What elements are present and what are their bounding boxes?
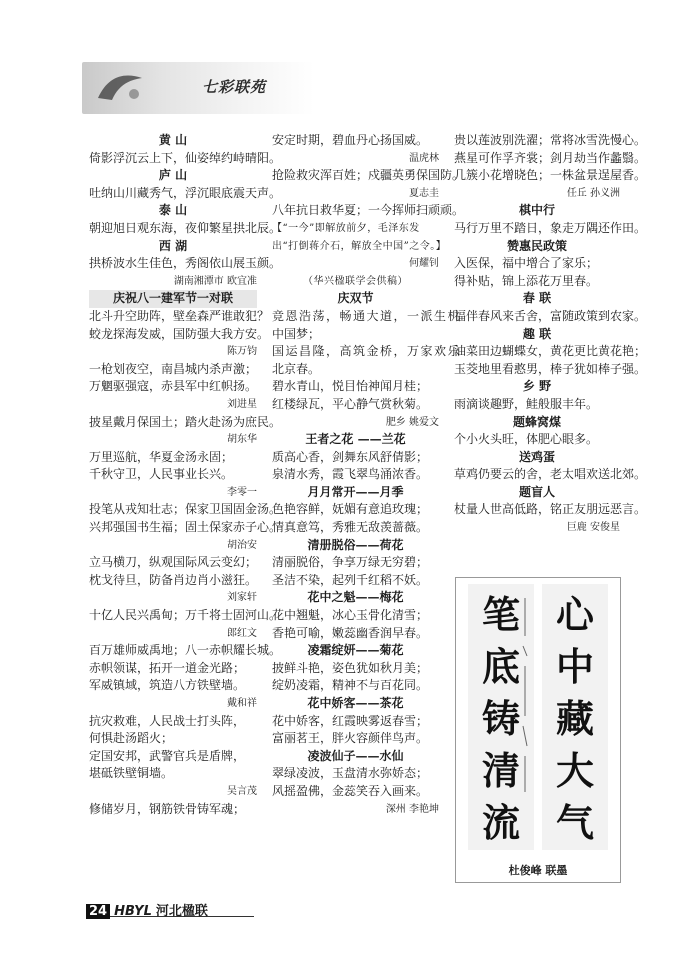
col1-line: 吴言茂 bbox=[227, 785, 257, 797]
col3-line: 题蜂窝煤 bbox=[512, 414, 561, 429]
col2-line: 绽奶凌霜，精神不与百花同。 bbox=[272, 678, 429, 693]
col1-line: 披星戴月保国土；踏火赴汤为庶民。 bbox=[89, 414, 282, 429]
col1-line: 朝迎旭日观东海，夜仰繁星拱北辰。 bbox=[89, 220, 282, 235]
col1-line: 千秋守卫，人民事业长兴。 bbox=[89, 467, 234, 482]
column-right bbox=[454, 132, 647, 537]
calligraphy-artwork bbox=[455, 577, 621, 883]
col3-line: 雨滴谈趣野，鲑般服丰年。 bbox=[454, 396, 599, 411]
col2-line: 圣洁不染，起列千红稻不妖。 bbox=[272, 572, 429, 587]
col2-line: 抢险救灾浑百姓；戍疆英勇保国防。 bbox=[272, 168, 465, 183]
col2-line: 肥乡 姚爱文 bbox=[385, 416, 439, 428]
col2-line: 凌霜绽妍——菊花 bbox=[307, 643, 404, 658]
col2-line: 八年抗日救华夏；一今挥师扫顽顽。 bbox=[272, 203, 465, 218]
col2-line: 深州 李艳坤 bbox=[385, 803, 439, 815]
col2-line: 红楼绿瓦，平心静气赏秋菊。 bbox=[272, 396, 429, 411]
calligraphy-char: 藏 bbox=[555, 696, 594, 741]
col1-line: 军威镇域，筑造八方铁壁墙。 bbox=[89, 678, 246, 693]
ink-brush-ornament bbox=[94, 68, 146, 108]
col2-line: 香艳可喻，嫩蕊幽香润早春。 bbox=[272, 625, 429, 640]
col2-line: 情真意笃，秀雅无敌羡蔷薇。 bbox=[272, 520, 429, 535]
col1-line: 北斗升空助阵，壁垒森严谁敢犯？ bbox=[89, 308, 270, 323]
col1-line: 李零一 bbox=[227, 486, 257, 498]
col2-line: 中国梦； bbox=[272, 326, 321, 341]
col1-line: 抗灾救难，人民战士打头阵， bbox=[89, 713, 246, 728]
col1-line: 刘进星 bbox=[227, 398, 257, 410]
col1-line: 投笔从戎知壮志；保家卫国固金汤。 bbox=[89, 502, 282, 517]
col2-line: 清册脱俗——荷花 bbox=[307, 537, 404, 552]
col1-line: 刘家轩 bbox=[227, 592, 257, 604]
col1-line: 兴邦强国书生福；固土保家赤子心。 bbox=[89, 520, 282, 535]
col2-line: 清丽脱俗，争享万绿无穷碧； bbox=[272, 555, 429, 570]
calligraphy-char: 笔 bbox=[481, 592, 520, 637]
col3-line: 题盲人 bbox=[518, 484, 555, 499]
col1-line: 陈万钧 bbox=[227, 346, 257, 358]
col3-line: 福伴春风来舌舍，富随政策到农家。 bbox=[454, 308, 647, 323]
col3-line: 乡 野 bbox=[522, 379, 552, 394]
col2-line: 泉清水秀，霞飞翠鸟涌浓香。 bbox=[272, 467, 429, 482]
col3-line: 油菜田边蝴蝶女，黄花更比黄花艳； bbox=[454, 344, 647, 359]
section-title: 七彩联苑 bbox=[202, 78, 267, 96]
col1-line: 枕戈待旦，防备肖边肖小滋狂。 bbox=[89, 572, 258, 587]
calligraphy-char: 底 bbox=[481, 644, 520, 689]
page-number: 24 bbox=[86, 904, 110, 919]
col3-line: 个小火头旺，体肥心眼多。 bbox=[454, 432, 599, 447]
col3-line: 赞惠民政策 bbox=[506, 238, 567, 253]
col3-line: 巨鹿 安俊星 bbox=[566, 522, 620, 534]
col1-line: 赤帜领谋，拓开一道金光路； bbox=[89, 660, 246, 675]
col1-line: 倚影浮沉云上下，仙姿绰约峙晴阳。 bbox=[89, 150, 282, 165]
col2-line: 富丽茗王，胖火容颜伴鸟声。 bbox=[272, 731, 429, 746]
calligraphy-char: 心 bbox=[555, 592, 594, 637]
calligraphy-char: 中 bbox=[555, 644, 594, 689]
col1-line: 胡东华 bbox=[227, 434, 257, 446]
journal-abbrev: HBYL bbox=[114, 904, 152, 919]
col3-line: 送鸡蛋 bbox=[518, 449, 555, 464]
col2-line: 何耀钊 bbox=[409, 258, 439, 270]
col3-line: 棋中行 bbox=[518, 203, 555, 218]
col2-line: 夏志圭 bbox=[409, 187, 439, 199]
col3-line: 得补贴，锦上添花万里春。 bbox=[454, 273, 599, 288]
col1-line: 西 湖 bbox=[158, 238, 188, 253]
calligraphy-inscription bbox=[520, 596, 530, 799]
col1-line: 泰 山 bbox=[158, 203, 188, 218]
calligraphy-scroll-right bbox=[542, 584, 608, 850]
col3-line: 贵以莲波别洗濯；常将冰雪洗慢心。 bbox=[454, 133, 647, 147]
col2-line: 月月常开——月季 bbox=[307, 484, 404, 499]
col3-line: 玉茭地里看憨男，棒子犹如棒子强。 bbox=[454, 361, 647, 376]
col2-line: 国运昌隆，高筑金桥，万家欢乐 bbox=[272, 344, 462, 359]
col2-line: 披鲜斗艳，姿色犹如秋月美； bbox=[272, 660, 429, 675]
col3-line: 春 联 bbox=[522, 291, 552, 306]
section-banner bbox=[82, 62, 314, 114]
col1-line: 十亿人民兴禹甸；万千将士固河山。 bbox=[89, 608, 282, 623]
calligraphy-char: 清 bbox=[481, 748, 520, 793]
col2-line: 出“打倒蒋介石，解放全中国”之令。】 bbox=[272, 240, 447, 252]
col1-line: 堪砥铁壁铜墙。 bbox=[89, 766, 174, 781]
calligraphy-char: 气 bbox=[555, 800, 594, 845]
col2-line: 北京春。 bbox=[272, 361, 321, 376]
col1-line: 何惧赴汤蹈火； bbox=[89, 731, 174, 746]
col2-line: 王者之花 ——兰花 bbox=[305, 432, 406, 447]
col2-line: 花中娇客——茶花 bbox=[307, 696, 404, 710]
col2-line: 花中娇客，红霞映雾返春雪； bbox=[272, 713, 429, 728]
calligraphy-char: 流 bbox=[481, 800, 520, 845]
col1-line: 立马横刀，纵观国际风云变幻； bbox=[89, 555, 258, 570]
calligraphy-char: 铸 bbox=[481, 696, 520, 741]
col1-line: 黄 山 bbox=[158, 133, 188, 147]
column-left bbox=[89, 132, 282, 818]
col3-line: 燕星可作孚齐裳；剑月劫当作蠡翳。 bbox=[454, 150, 647, 165]
col2-line: 翠绿凌波，玉盘清水弥娇态； bbox=[272, 766, 429, 781]
col2-line: 竞恩浩荡，畅通大道，一派生机 bbox=[272, 308, 462, 323]
col1-line: 胡治安 bbox=[227, 539, 257, 551]
col3-line: 趣 联 bbox=[522, 326, 552, 341]
col2-line: 温虎林 bbox=[409, 152, 439, 164]
col1-line: 戴和祥 bbox=[227, 698, 257, 709]
col2-line: 安定时期，碧血丹心扬国威。 bbox=[272, 133, 429, 147]
col3-line: 马行万里不踏日，象走万隅还作田。 bbox=[454, 220, 647, 235]
col1-line: 万魍驱强寇，赤县军中红帜扬。 bbox=[89, 379, 258, 394]
col2-line: 凌波仙子——水仙 bbox=[307, 748, 404, 763]
col1-line: 百万雄师威禹地；八一赤帜耀长城。 bbox=[89, 643, 282, 658]
col2-line: 庆双节 bbox=[337, 291, 374, 306]
col1-line: 湖南湘潭市 欧宜准 bbox=[173, 275, 257, 287]
calligraphy-char: 大 bbox=[555, 748, 594, 793]
col3-line: 杖量人世高低路，铭正友朋远恶言。 bbox=[454, 502, 647, 517]
col1-line: 拱桥波水生佳色，秀阁依山展玉颜。 bbox=[89, 256, 282, 271]
column-middle bbox=[272, 132, 465, 818]
col2-line: 碧水青山，悦目怡神闻月桂； bbox=[272, 379, 429, 394]
col2-line: 花中翘魁，冰心玉骨化清雪； bbox=[272, 608, 429, 623]
col3-line: 任丘 孙义洲 bbox=[566, 187, 620, 199]
col2-line: （华兴楹联学会供稿） bbox=[303, 275, 408, 287]
col3-line: 几簇小花增晓色；一株盆景逞屋香。 bbox=[454, 168, 647, 183]
col1-line: 庆祝八一建军节一对联 bbox=[89, 290, 257, 308]
journal-name: 河北楹联 bbox=[155, 904, 208, 919]
col2-line: 质高心香，剑舞东风舒倩影； bbox=[272, 449, 429, 464]
col1-line: 庐 山 bbox=[158, 168, 188, 183]
calligraphy-caption: 杜俊峰 联墨 bbox=[508, 864, 568, 877]
col1-line: 蛟龙探海发威，国防强大我方安。 bbox=[89, 326, 270, 341]
col2-line: 【“一今”即解放前夕，毛泽东发 bbox=[272, 222, 420, 234]
col1-line: 一枪划夜空，南昌城内杀声激； bbox=[89, 361, 258, 376]
col1-line: 郎红文 bbox=[227, 627, 257, 639]
page-footer bbox=[86, 900, 208, 919]
col3-line: 草鸡仍要云的舍，老太唱欢送北郊。 bbox=[454, 467, 647, 482]
col1-line: 吐纳山川藏秀气，浮沉眼底震天声。 bbox=[89, 185, 282, 200]
col2-line: 色艳容鲜，妩媚有意追玫瑰； bbox=[272, 502, 429, 517]
col1-line: 修储岁月，钢筋铁骨铸军魂； bbox=[89, 801, 246, 816]
col2-line: 风摇盈佛，金蕊笑吞入画来。 bbox=[272, 783, 429, 798]
col1-line: 定国安邦，武警官兵是盾牌， bbox=[89, 748, 246, 763]
col3-line: 入医保，福中增合了家乐； bbox=[454, 256, 599, 271]
col2-line: 花中之魁——梅花 bbox=[307, 590, 404, 605]
col1-line: 万里巡航，华夏金汤永固； bbox=[89, 449, 234, 464]
